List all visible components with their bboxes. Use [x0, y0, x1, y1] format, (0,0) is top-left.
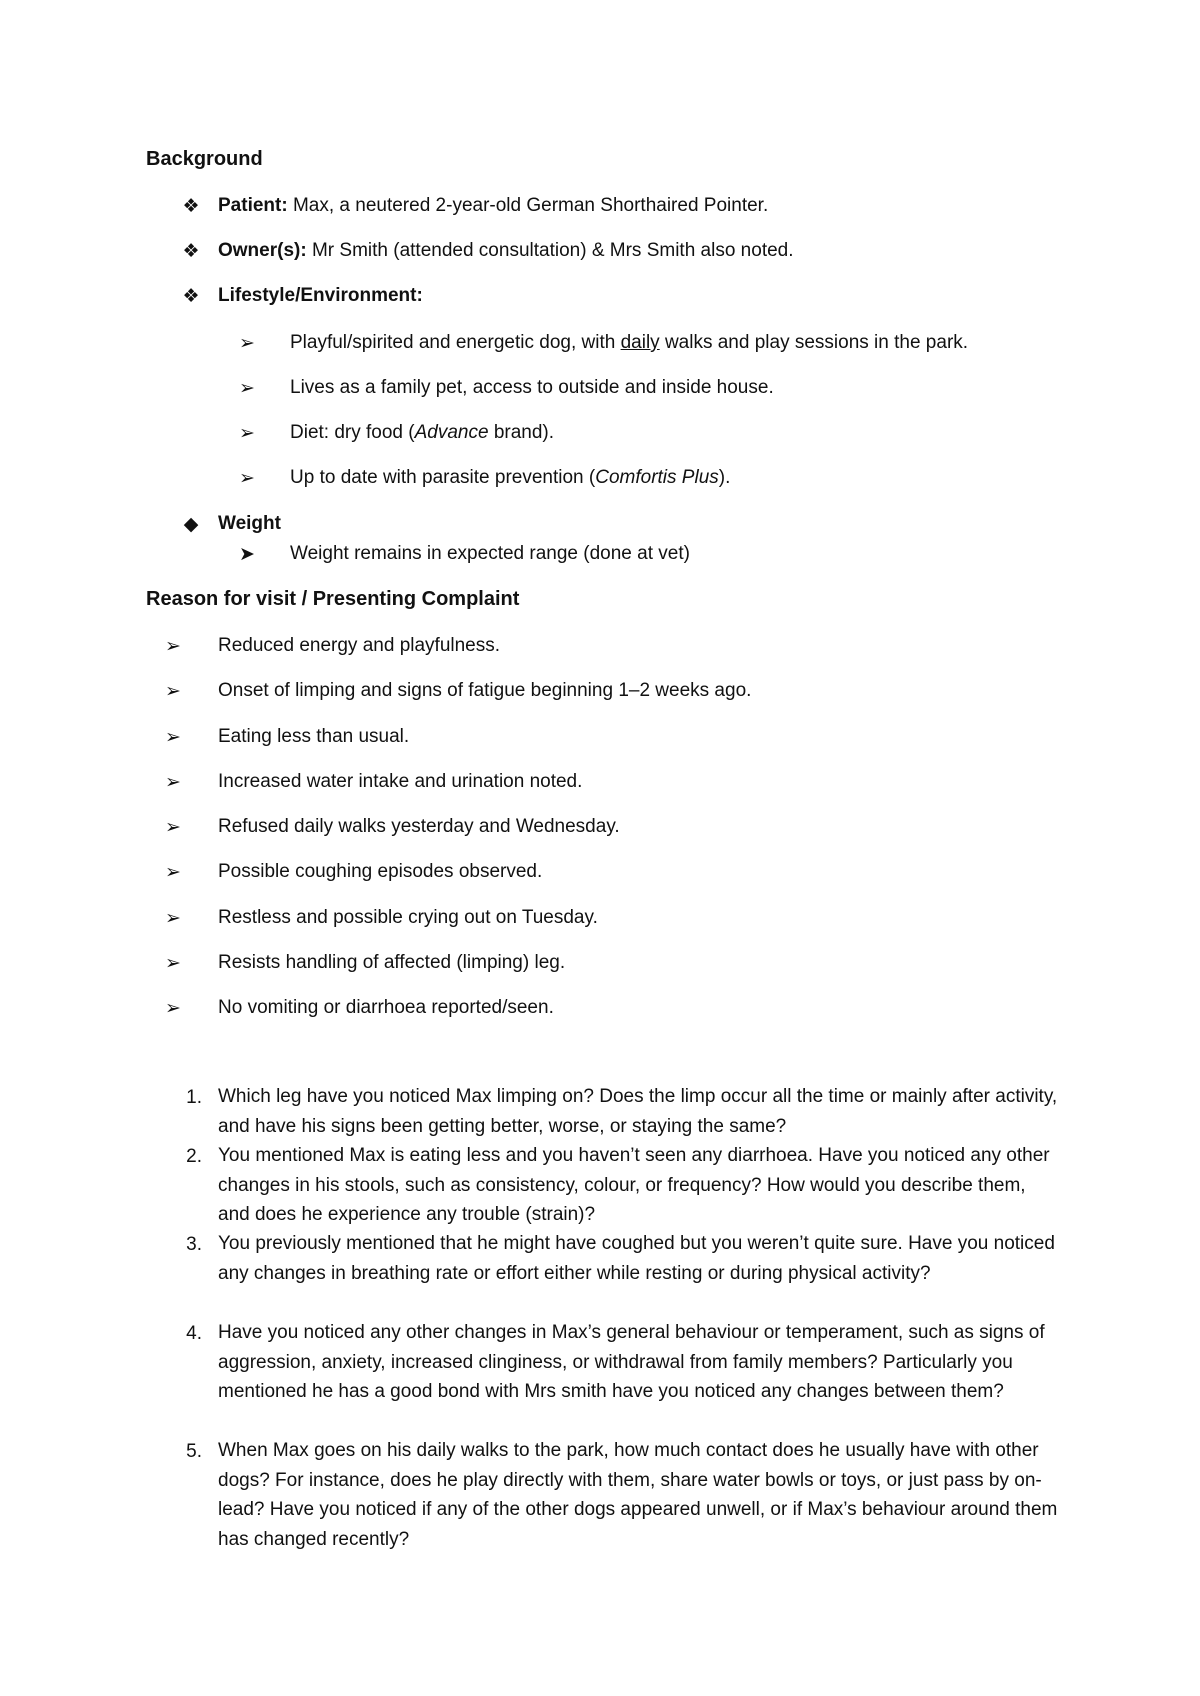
- weight-item: Weight remains in expected range (done at vet): [290, 543, 690, 564]
- question-text: You mentioned Max is eating less and you haven’t seen any diarrhoea. Have you noticed any other changes in his stools, such as consistency, colour, or frequency? How would you describe them, and does he experience any trouble (strain)?: [218, 1145, 1050, 1226]
- lifestyle-item: Lives as a family pet, access to outside and inside house.: [290, 377, 774, 398]
- lifestyle-item: Playful/spirited and energetic dog, with daily walks and play sessions in the park.: [290, 332, 969, 353]
- complaint-item: Increased water intake and urination noted.: [218, 771, 583, 792]
- complaint-item: Resists handling of affected (limping) leg.: [218, 952, 566, 973]
- arrow-bullet-icon: ➢: [165, 908, 181, 929]
- question-text: When Max goes on his daily walks to the park, how much contact does he usually have with other dogs? For instance, does he play directly with them, share water bowls or toys, or just pass by on-lead? Have you noticed if any of the other dogs appeared unwell, or if Max’s behaviour around them has changed recently?: [218, 1440, 1058, 1550]
- diamond-bullet-icon: ❖: [182, 196, 200, 217]
- arrow-bullet-icon: ➤: [239, 544, 255, 565]
- question-number: 4.: [186, 1323, 202, 1344]
- owners-line: Owner(s): Mr Smith (attended consultation) & Mrs Smith also noted.: [218, 240, 794, 261]
- arrow-bullet-icon: ➢: [165, 862, 181, 883]
- complaint-item: Refused daily walks yesterday and Wednesday.: [218, 816, 620, 837]
- arrow-bullet-icon: ➢: [165, 681, 181, 702]
- complaint-item: Possible coughing episodes observed.: [218, 861, 543, 882]
- complaint-item: No vomiting or diarrhoea reported/seen.: [218, 997, 554, 1018]
- arrow-bullet-icon: ➢: [165, 727, 181, 748]
- arrow-bullet-icon: ➢: [165, 998, 181, 1019]
- question-number: 3.: [186, 1234, 202, 1255]
- arrow-bullet-icon: ➢: [165, 953, 181, 974]
- arrow-bullet-icon: ➢: [239, 333, 255, 354]
- question-number: 5.: [186, 1441, 202, 1462]
- complaint-item: Reduced energy and playfulness.: [218, 635, 501, 656]
- question-text: Have you noticed any other changes in Max’s general behaviour or temperament, such as signs of aggression, anxiety, increased clinginess, or withdrawal from family members? Particularly you mentioned he has a good bond with Mrs smith have you noticed any changes between them?: [218, 1322, 1045, 1403]
- question-number: 2.: [186, 1146, 202, 1167]
- arrow-bullet-icon: ➢: [239, 423, 255, 444]
- diamond-bullet-icon: ❖: [182, 241, 200, 262]
- diamond-bullet-icon: ❖: [182, 286, 200, 307]
- question-text: Which leg have you noticed Max limping on? Does the limp occur all the time or mainly after activity, and have his signs been getting better, worse, or staying the same?: [218, 1086, 1058, 1137]
- weight-label: Weight: [218, 513, 281, 534]
- lifestyle-label: Lifestyle/Environment:: [218, 285, 423, 306]
- arrow-bullet-icon: ➢: [239, 468, 255, 489]
- question-number: 1.: [186, 1087, 202, 1108]
- complaint-item: Restless and possible crying out on Tuesday.: [218, 907, 598, 928]
- arrow-bullet-icon: ➢: [165, 817, 181, 838]
- patient-line: Patient: Max, a neutered 2-year-old German Shorthaired Pointer.: [218, 195, 769, 216]
- arrow-bullet-icon: ➢: [165, 772, 181, 793]
- reason-heading: Reason for visit / Presenting Complaint: [146, 588, 520, 610]
- diamond-bullet-icon: ◆: [183, 514, 199, 535]
- question-text: You previously mentioned that he might have coughed but you weren’t quite sure. Have you noticed any changes in breathing rate or effort either while resting or during physical activity?: [218, 1233, 1055, 1284]
- background-heading: Background: [146, 148, 263, 170]
- complaint-item: Onset of limping and signs of fatigue beginning 1–2 weeks ago.: [218, 680, 752, 701]
- lifestyle-item: Diet: dry food (Advance brand).: [290, 422, 555, 443]
- lifestyle-item: Up to date with parasite prevention (Comfortis Plus).: [290, 467, 731, 488]
- complaint-item: Eating less than usual.: [218, 726, 410, 747]
- arrow-bullet-icon: ➢: [239, 378, 255, 399]
- arrow-bullet-icon: ➢: [165, 636, 181, 657]
